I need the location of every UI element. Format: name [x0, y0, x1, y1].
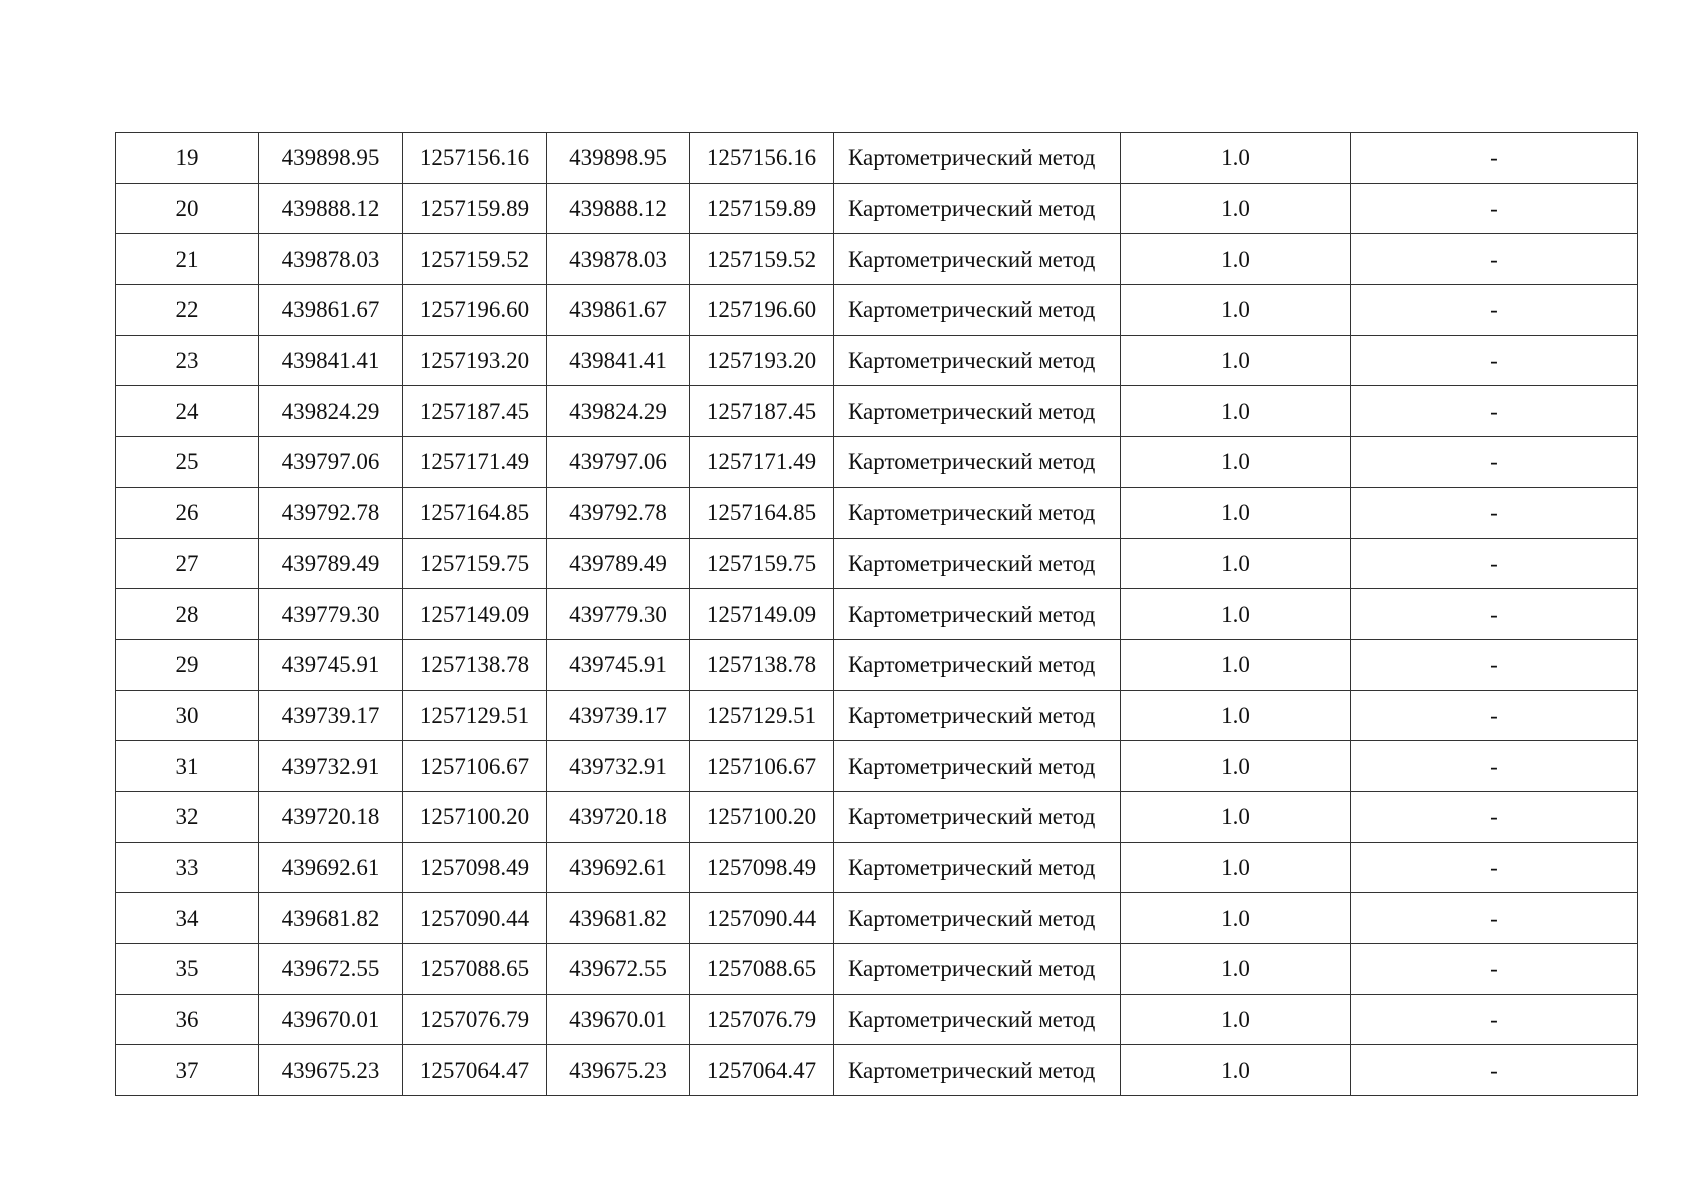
- new-x-cell: 439692.61: [547, 842, 690, 893]
- method-cell: Картометрический метод: [834, 285, 1121, 336]
- point-number-cell: 25: [116, 437, 259, 488]
- new-x-cell: 439797.06: [547, 437, 690, 488]
- new-x-cell: 439732.91: [547, 741, 690, 792]
- new-y-cell: 1257159.89: [690, 183, 834, 234]
- note-cell: -: [1351, 791, 1638, 842]
- existing-x-cell: 439720.18: [259, 791, 403, 842]
- table-row: [116, 589, 1638, 640]
- new-x-cell: 439672.55: [547, 944, 690, 995]
- new-y-cell: 1257171.49: [690, 437, 834, 488]
- method-cell: Картометрический метод: [834, 437, 1121, 488]
- existing-x-cell: 439861.67: [259, 285, 403, 336]
- point-number-cell: 33: [116, 842, 259, 893]
- existing-y-cell: 1257193.20: [403, 335, 547, 386]
- accuracy-cell: 1.0: [1121, 1045, 1351, 1096]
- existing-y-cell: 1257171.49: [403, 437, 547, 488]
- accuracy-cell: 1.0: [1121, 487, 1351, 538]
- accuracy-cell: 1.0: [1121, 538, 1351, 589]
- method-cell: Картометрический метод: [834, 893, 1121, 944]
- note-cell: -: [1351, 285, 1638, 336]
- new-x-cell: 439861.67: [547, 285, 690, 336]
- method-cell: Картометрический метод: [834, 1045, 1121, 1096]
- note-cell: -: [1351, 842, 1638, 893]
- existing-y-cell: 1257100.20: [403, 791, 547, 842]
- table-row: [116, 183, 1638, 234]
- method-cell: Картометрический метод: [834, 690, 1121, 741]
- table-row: [116, 741, 1638, 792]
- accuracy-cell: 1.0: [1121, 741, 1351, 792]
- new-x-cell: 439792.78: [547, 487, 690, 538]
- point-number-cell: 22: [116, 285, 259, 336]
- existing-x-cell: 439779.30: [259, 589, 403, 640]
- method-cell: Картометрический метод: [834, 133, 1121, 184]
- note-cell: -: [1351, 741, 1638, 792]
- accuracy-cell: 1.0: [1121, 234, 1351, 285]
- new-x-cell: 439681.82: [547, 893, 690, 944]
- method-cell: Картометрический метод: [834, 639, 1121, 690]
- point-number-cell: 34: [116, 893, 259, 944]
- accuracy-cell: 1.0: [1121, 944, 1351, 995]
- existing-y-cell: 1257149.09: [403, 589, 547, 640]
- table-row: [116, 133, 1638, 184]
- method-cell: Картометрический метод: [834, 335, 1121, 386]
- new-x-cell: 439841.41: [547, 335, 690, 386]
- table-row: [116, 386, 1638, 437]
- table-row: [116, 791, 1638, 842]
- new-y-cell: 1257129.51: [690, 690, 834, 741]
- existing-y-cell: 1257159.52: [403, 234, 547, 285]
- table-row: [116, 234, 1638, 285]
- accuracy-cell: 1.0: [1121, 994, 1351, 1045]
- new-x-cell: 439878.03: [547, 234, 690, 285]
- new-x-cell: 439739.17: [547, 690, 690, 741]
- new-x-cell: 439720.18: [547, 791, 690, 842]
- new-y-cell: 1257149.09: [690, 589, 834, 640]
- existing-x-cell: 439670.01: [259, 994, 403, 1045]
- note-cell: -: [1351, 234, 1638, 285]
- new-y-cell: 1257090.44: [690, 893, 834, 944]
- new-y-cell: 1257156.16: [690, 133, 834, 184]
- existing-x-cell: 439789.49: [259, 538, 403, 589]
- accuracy-cell: 1.0: [1121, 437, 1351, 488]
- method-cell: Картометрический метод: [834, 994, 1121, 1045]
- existing-y-cell: 1257098.49: [403, 842, 547, 893]
- existing-y-cell: 1257064.47: [403, 1045, 547, 1096]
- point-number-cell: 35: [116, 944, 259, 995]
- new-y-cell: 1257064.47: [690, 1045, 834, 1096]
- method-cell: Картометрический метод: [834, 183, 1121, 234]
- table-row: [116, 335, 1638, 386]
- new-y-cell: 1257076.79: [690, 994, 834, 1045]
- existing-y-cell: 1257187.45: [403, 386, 547, 437]
- point-number-cell: 21: [116, 234, 259, 285]
- point-number-cell: 20: [116, 183, 259, 234]
- new-y-cell: 1257106.67: [690, 741, 834, 792]
- existing-x-cell: 439745.91: [259, 639, 403, 690]
- existing-x-cell: 439888.12: [259, 183, 403, 234]
- existing-x-cell: 439732.91: [259, 741, 403, 792]
- existing-y-cell: 1257088.65: [403, 944, 547, 995]
- note-cell: -: [1351, 1045, 1638, 1096]
- table-row: [116, 437, 1638, 488]
- new-x-cell: 439675.23: [547, 1045, 690, 1096]
- table-row: [116, 944, 1638, 995]
- table-row: [116, 842, 1638, 893]
- existing-x-cell: 439681.82: [259, 893, 403, 944]
- method-cell: Картометрический метод: [834, 589, 1121, 640]
- point-number-cell: 36: [116, 994, 259, 1045]
- note-cell: -: [1351, 183, 1638, 234]
- accuracy-cell: 1.0: [1121, 285, 1351, 336]
- existing-x-cell: 439878.03: [259, 234, 403, 285]
- method-cell: Картометрический метод: [834, 487, 1121, 538]
- accuracy-cell: 1.0: [1121, 639, 1351, 690]
- accuracy-cell: 1.0: [1121, 690, 1351, 741]
- new-x-cell: 439789.49: [547, 538, 690, 589]
- existing-y-cell: 1257159.75: [403, 538, 547, 589]
- table-row: [116, 1045, 1638, 1096]
- accuracy-cell: 1.0: [1121, 335, 1351, 386]
- table-row: [116, 893, 1638, 944]
- existing-x-cell: 439675.23: [259, 1045, 403, 1096]
- accuracy-cell: 1.0: [1121, 589, 1351, 640]
- table-row: [116, 487, 1638, 538]
- existing-x-cell: 439739.17: [259, 690, 403, 741]
- existing-x-cell: 439841.41: [259, 335, 403, 386]
- new-y-cell: 1257187.45: [690, 386, 834, 437]
- table-body: [116, 133, 1638, 1096]
- existing-y-cell: 1257138.78: [403, 639, 547, 690]
- new-y-cell: 1257196.60: [690, 285, 834, 336]
- point-number-cell: 19: [116, 133, 259, 184]
- table-row: [116, 639, 1638, 690]
- new-y-cell: 1257100.20: [690, 791, 834, 842]
- accuracy-cell: 1.0: [1121, 893, 1351, 944]
- existing-x-cell: 439792.78: [259, 487, 403, 538]
- method-cell: Картометрический метод: [834, 944, 1121, 995]
- existing-y-cell: 1257164.85: [403, 487, 547, 538]
- new-y-cell: 1257088.65: [690, 944, 834, 995]
- point-number-cell: 37: [116, 1045, 259, 1096]
- new-y-cell: 1257159.52: [690, 234, 834, 285]
- point-number-cell: 29: [116, 639, 259, 690]
- new-x-cell: 439898.95: [547, 133, 690, 184]
- existing-x-cell: 439692.61: [259, 842, 403, 893]
- new-y-cell: 1257193.20: [690, 335, 834, 386]
- note-cell: -: [1351, 639, 1638, 690]
- note-cell: -: [1351, 487, 1638, 538]
- point-number-cell: 27: [116, 538, 259, 589]
- note-cell: -: [1351, 944, 1638, 995]
- note-cell: -: [1351, 437, 1638, 488]
- point-number-cell: 23: [116, 335, 259, 386]
- existing-x-cell: 439797.06: [259, 437, 403, 488]
- new-x-cell: 439888.12: [547, 183, 690, 234]
- new-x-cell: 439745.91: [547, 639, 690, 690]
- method-cell: Картометрический метод: [834, 386, 1121, 437]
- note-cell: -: [1351, 690, 1638, 741]
- method-cell: Картометрический метод: [834, 538, 1121, 589]
- existing-y-cell: 1257106.67: [403, 741, 547, 792]
- note-cell: -: [1351, 538, 1638, 589]
- existing-x-cell: 439824.29: [259, 386, 403, 437]
- existing-y-cell: 1257129.51: [403, 690, 547, 741]
- existing-x-cell: 439898.95: [259, 133, 403, 184]
- accuracy-cell: 1.0: [1121, 133, 1351, 184]
- existing-x-cell: 439672.55: [259, 944, 403, 995]
- point-number-cell: 31: [116, 741, 259, 792]
- method-cell: Картометрический метод: [834, 791, 1121, 842]
- note-cell: -: [1351, 335, 1638, 386]
- table-row: [116, 994, 1638, 1045]
- existing-y-cell: 1257159.89: [403, 183, 547, 234]
- table-row: [116, 690, 1638, 741]
- accuracy-cell: 1.0: [1121, 791, 1351, 842]
- new-y-cell: 1257164.85: [690, 487, 834, 538]
- method-cell: Картометрический метод: [834, 842, 1121, 893]
- accuracy-cell: 1.0: [1121, 842, 1351, 893]
- point-number-cell: 24: [116, 386, 259, 437]
- note-cell: -: [1351, 589, 1638, 640]
- point-number-cell: 30: [116, 690, 259, 741]
- new-x-cell: 439670.01: [547, 994, 690, 1045]
- new-y-cell: 1257098.49: [690, 842, 834, 893]
- new-x-cell: 439779.30: [547, 589, 690, 640]
- note-cell: -: [1351, 994, 1638, 1045]
- existing-y-cell: 1257156.16: [403, 133, 547, 184]
- point-number-cell: 32: [116, 791, 259, 842]
- existing-y-cell: 1257076.79: [403, 994, 547, 1045]
- accuracy-cell: 1.0: [1121, 183, 1351, 234]
- note-cell: -: [1351, 893, 1638, 944]
- note-cell: -: [1351, 133, 1638, 184]
- existing-y-cell: 1257196.60: [403, 285, 547, 336]
- method-cell: Картометрический метод: [834, 234, 1121, 285]
- new-y-cell: 1257138.78: [690, 639, 834, 690]
- point-number-cell: 26: [116, 487, 259, 538]
- table-row: [116, 285, 1638, 336]
- existing-y-cell: 1257090.44: [403, 893, 547, 944]
- coordinates-table: [115, 132, 1638, 1096]
- new-y-cell: 1257159.75: [690, 538, 834, 589]
- new-x-cell: 439824.29: [547, 386, 690, 437]
- point-number-cell: 28: [116, 589, 259, 640]
- note-cell: -: [1351, 386, 1638, 437]
- accuracy-cell: 1.0: [1121, 386, 1351, 437]
- table-row: [116, 538, 1638, 589]
- method-cell: Картометрический метод: [834, 741, 1121, 792]
